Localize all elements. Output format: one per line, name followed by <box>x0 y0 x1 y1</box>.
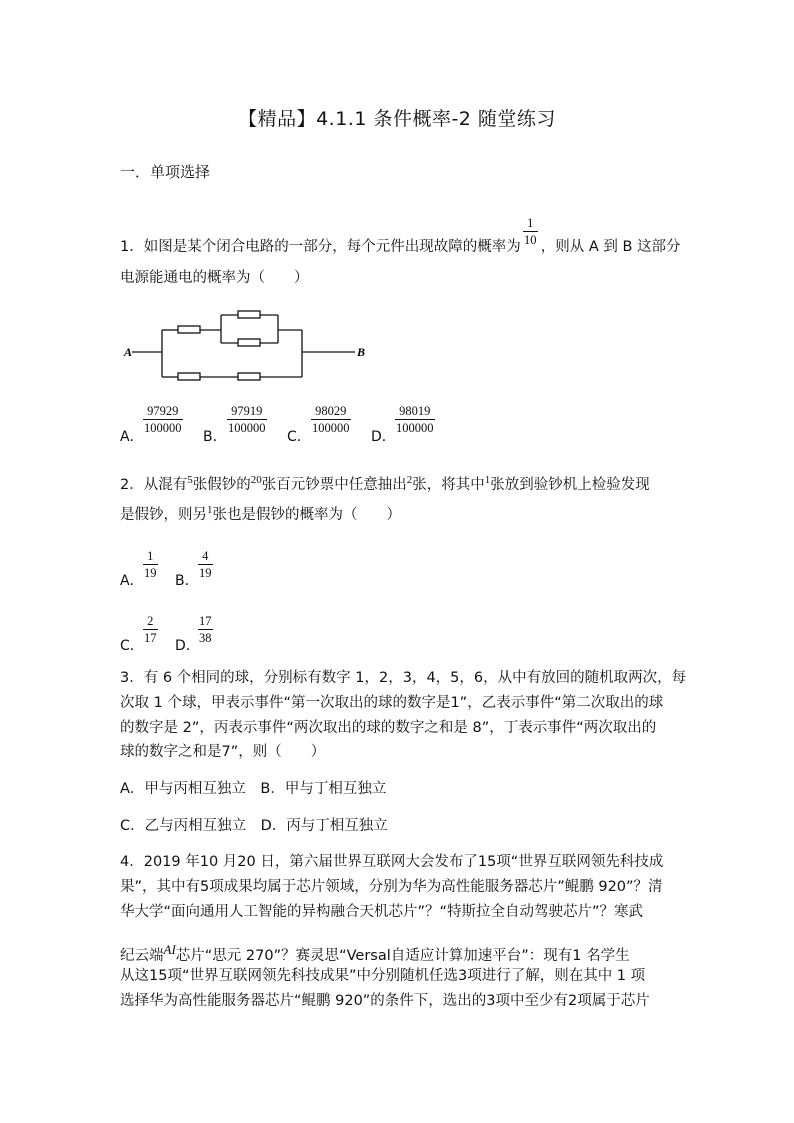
q2-option-b-frac: 4 19 <box>199 549 212 580</box>
section-heading: 一．单项选择 <box>120 163 211 181</box>
q3-line-1: 3．有 6 个相同的球，分别标有数字 1，2，3，4，5，6，从中有放回的随机取两次，每 <box>120 670 687 686</box>
q2-option-c-frac: 2 17 <box>144 614 157 645</box>
q3-line-4: 球的数字之和是7”，则（ ） <box>120 744 326 760</box>
q2-option-c-letter: C． <box>120 638 144 654</box>
q1-option-c-frac: 98029 100000 <box>312 404 350 435</box>
resistor <box>238 373 260 380</box>
q4-line-5: 从这15项“世界互联网领先科技成果”中分别随机任选3项进行了解，则在其中 1 项 <box>120 968 646 984</box>
q1-line-2: 电源能通电的概率为（ ） <box>120 270 309 286</box>
q2-option-d-frac: 17 38 <box>199 614 212 645</box>
circuit-diagram <box>120 305 380 385</box>
q2-option-b-letter: B． <box>175 573 199 589</box>
q2-option-d-letter: D． <box>175 638 200 654</box>
q1-option-d-frac: 98019 100000 <box>396 404 434 435</box>
fraction-denominator: 10 <box>524 233 537 247</box>
q3-options-cd: C．乙与丙相互独立 D．丙与丁相互独立 <box>120 818 388 834</box>
q1-option-b-letter: B． <box>203 429 227 445</box>
fraction-numerator: 1 <box>527 216 534 230</box>
q2-option-a-frac: 1 19 <box>144 549 157 580</box>
q1-option-d-letter: D． <box>371 429 396 445</box>
q1-line-1: 1．如图是某个闭合电路的一部分，每个元件出现故障的概率为 ，则从 A 到 B 这部分 <box>120 239 681 255</box>
q4-line-1: 4．2019 年10 月20 日，第六届世界互联网大会发布了15项“世界互联网领先科技成 <box>120 854 664 870</box>
label-a: A <box>124 345 133 359</box>
q3-options-ab: A．甲与丙相互独立 B．甲与丁相互独立 <box>120 781 387 797</box>
resistor <box>178 326 200 333</box>
q1-option-a-frac: 97929 100000 <box>144 404 182 435</box>
q2-option-a-letter: A． <box>120 573 144 589</box>
resistor <box>178 373 200 380</box>
q4-line-4: 纪云端$^{AI}$芯片“思元 270”？赛灵思“Versal自适应计算加速平台”：现有1 名学生 <box>120 942 630 964</box>
q1-option-b-frac: 97919 100000 <box>228 404 266 435</box>
q2-line-1: 2．从混有$^5$张假钞的$^{20}$张百元钞票中任意抽出$^2$张，将其中$^1$张放到验钞机上检验发现 <box>120 474 650 493</box>
resistor <box>238 339 260 346</box>
q4-line-3: 华大学“面向通用人工智能的异构融合天机芯片”？“特斯拉全自动驾驶芯片”？寒武 <box>120 904 644 920</box>
q2-line-2: 是假钞，则另$^1$张也是假钞的概率为（ ） <box>120 504 401 523</box>
page-title: 【精品】4.1.1 条件概率-2 随堂练习 <box>238 108 556 130</box>
resistor <box>238 311 260 318</box>
q3-line-2: 次取 1 个球，甲表示事件“第一次取出的球的数字是1”，乙表示事件“第二次取出的球 <box>120 695 664 711</box>
q1-option-a-letter: A． <box>120 429 144 445</box>
q4-line-6: 选择华为高性能服务器芯片“鲲鹏 920”的条件下，选出的3项中至少有2项属于芯片 <box>120 993 650 1009</box>
q3-line-3: 的数字是 2”，丙表示事件“两次取出的球的数字之和是 8”，丁表示事件“两次取出的 <box>120 720 657 736</box>
q1-option-c-letter: C． <box>287 429 311 445</box>
label-b: B <box>357 345 366 359</box>
q4-line-2: 果”，其中有5项成果均属于芯片领域，分别为华为高性能服务器芯片”鲲鹏 920”？清 <box>120 879 663 895</box>
